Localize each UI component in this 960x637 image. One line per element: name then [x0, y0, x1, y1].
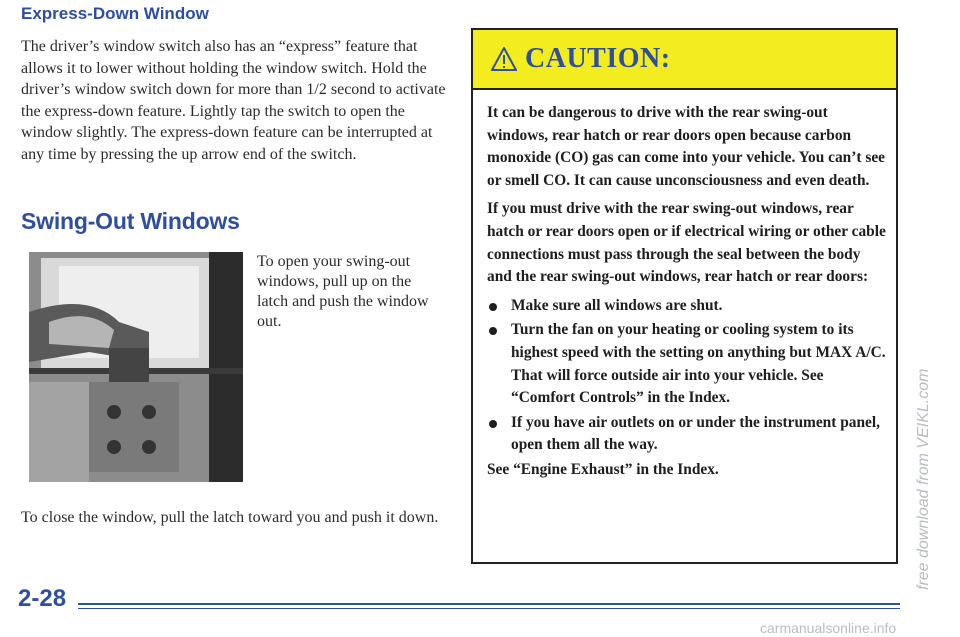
caution-paragraph-1: It can be dangerous to drive with the rear swing-out windows, rear hatch or rear doors open because carbon monoxide (CO) gas can come into your vehicle. You can’t see or smell CO. It can cause unconsciousness and even death. — [487, 104, 885, 189]
caution-body — [487, 102, 887, 488]
caution-footer: See “Engine Exhaust” in the Index. — [487, 460, 719, 478]
swing-out-window-photo — [29, 252, 243, 482]
side-watermark: free download from VEIKL.com — [915, 368, 932, 590]
caution-header — [473, 30, 896, 90]
swing-out-close-paragraph: To close the window, pull the latch toward you and push it down. — [21, 509, 439, 526]
footer-rule — [78, 603, 900, 605]
express-down-paragraph: The driver’s window switch also has an “express” feature that allows it to lower without holding the window switch. Hold the driver’s window switch down for more than 1/2 second to activate the express-down feature. Lightly tap the switch to open the window slightly. The express-down feature can be interrupted at any time by pressing the up arrow end of the switch. — [21, 38, 446, 163]
express-down-heading: Express-Down Window — [21, 4, 209, 23]
bullet-icon — [489, 327, 497, 335]
swing-out-open-paragraph: To open your swing-out windows, pull up on the latch and push the window out. — [257, 253, 429, 330]
latch-photo-illustration — [29, 252, 243, 482]
caution-box — [471, 28, 898, 564]
bullet-icon — [489, 303, 497, 311]
caution-bullet-item: Make sure all windows are shut. — [487, 295, 887, 318]
bottom-watermark: carmanualsonline.info — [760, 620, 897, 636]
swing-out-heading: Swing-Out Windows — [21, 208, 240, 234]
caution-bullet-item: If you have air outlets on or under the instrument panel, open them all the way. — [487, 412, 887, 457]
caution-paragraph-2: If you must drive with the rear swing-out windows, rear hatch or rear doors open or if electrical wiring or other cable connections must pass through the seal between the body and the rear swing-out windows, rear hatch or rear doors: — [487, 200, 886, 286]
warning-triangle-icon — [491, 47, 517, 71]
caution-bullet-list — [487, 295, 887, 457]
caution-title: CAUTION: — [525, 43, 671, 74]
page-number: 2-28 — [18, 585, 67, 612]
bullet-icon — [489, 420, 497, 428]
caution-bullet-item: Turn the fan on your heating or cooling system to its highest speed with the setting on anything but MAX A/C. That will force outside air into your vehicle. See “Comfort Controls” in the Index. — [487, 319, 887, 409]
footer-rule-thin — [78, 608, 900, 609]
